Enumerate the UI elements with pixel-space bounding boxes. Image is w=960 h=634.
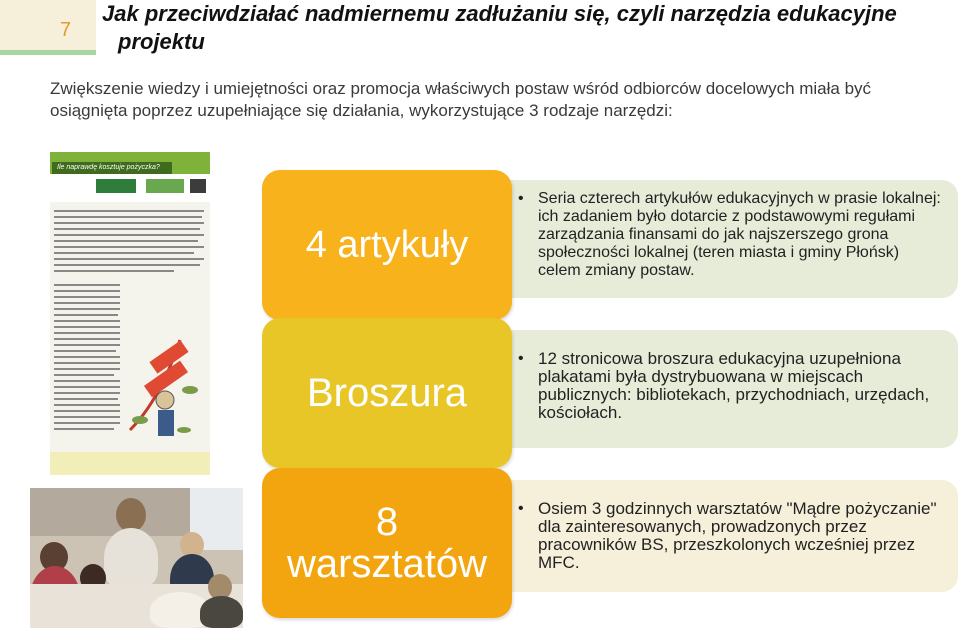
workshops-description (510, 480, 958, 592)
brochure-description-text: 12 stronicowa broszura edukacyjna uzupełniona plakatami była dystrybuowana w miejscach publicznych: bibliotekach, przychodniach, urzędach, kościołach. (538, 349, 930, 422)
bullet-icon: • (518, 500, 524, 517)
articles-label: 4 artykuły (305, 223, 469, 266)
intro-paragraph: Zwiększenie wiedzy i umiejętności oraz promocja właściwych postaw wśród odbiorców docelowych miała być osiągnięta poprzez uzupełniające się działania, wykorzystujące 3 rodzaje narzędzi: (50, 79, 872, 120)
brochure-label-box (262, 318, 512, 468)
bullet-icon: • (518, 190, 524, 207)
title-line-2: projektu (118, 29, 205, 54)
bullet-icon: • (518, 350, 524, 367)
articles-label-box (262, 170, 512, 320)
brochure-description (510, 330, 958, 448)
title-line-1: Jak przeciwdziałać nadmiernemu zadłużaniu się, czyli narzędzia edukacyjne (102, 1, 897, 26)
slide-number: 7 (60, 19, 72, 41)
workshops-label: warsztatów (286, 542, 488, 586)
workshops-count: 8 (375, 500, 399, 544)
article-footer-band (50, 452, 210, 475)
workshop-photo (30, 488, 243, 628)
article-thumbnail (50, 152, 210, 475)
brochure-label: Broszura (306, 370, 468, 415)
number-underline (0, 50, 96, 55)
workshops-label-box (262, 468, 512, 618)
article-logos (50, 174, 210, 202)
articles-description (510, 180, 958, 298)
article-headline: Ile naprawdę kosztuje pożyczka? (52, 162, 172, 174)
workshops-description-text: Osiem 3 godzinnych warsztatów "Mądre pożyczanie" dla zainteresowanych, prowadzonych przez pracowników BS, przeszkolonych wcześniej przez MFC. (538, 499, 937, 572)
slide-title (102, 0, 942, 56)
number-band (0, 0, 96, 52)
articles-description-text: Seria czterech artykułów edukacyjnych w prasie lokalnej: ich zadaniem było dotarcie z podstawowymi regułami zarządzania finansami do jak najszerszego grona społeczności lokalnej (teren miasta i gminy Płońsk) celem zmiany postaw. (538, 190, 941, 279)
slide-number-badge (0, 0, 96, 60)
cartoon-illustration (120, 280, 210, 450)
